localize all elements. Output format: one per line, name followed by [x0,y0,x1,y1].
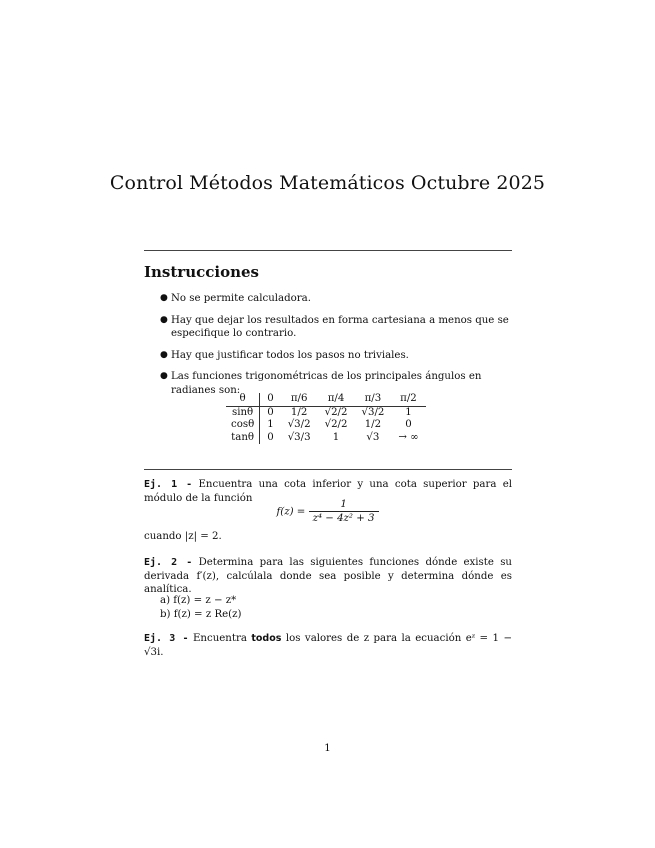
table-cell: 1 [405,406,412,418]
table-cell: cosθ [226,419,260,432]
list-item: b) f(z) = z Re(z) [160,608,242,620]
bullet-icon: ● [160,349,168,360]
bullet-icon: ● [160,371,168,381]
table-header-cell: π/2 [391,393,425,406]
exercise-label: Ej. 2 - [144,557,193,568]
table-cell: 1/2 [290,406,308,418]
instructions-list [144,292,512,405]
table-header-cell: 0 [260,393,281,406]
table-header-cell: θ [226,393,260,406]
bullet-icon: ● [160,314,168,325]
list-item: ● Hay que dejar los resultados en forma cartesiana a menos que se especifique lo contrario. [160,314,509,339]
table-cell: 0 [405,419,412,430]
table-header-cell: π/6 [281,393,318,406]
formula-fraction [309,499,379,524]
exercises-divider [144,469,512,470]
exercise-2 [144,556,512,597]
exercise-label: Ej. 3 - [144,633,189,644]
table-cell: √2/2 [324,406,348,418]
list-item: ● Las funciones trigonométricas de los principales ángulos en radianes son: [160,371,482,396]
table-row [226,406,426,419]
exercise-1-tail: cuando |z| = 2. [144,531,222,542]
table-cell: 0 [267,431,274,443]
exercise-emphasis: todos [251,633,282,644]
exercise-text: Encuentra una cota inferior y una cota superior para el módulo de la función [144,479,512,504]
table-cell: 1 [267,419,274,430]
table-header-cell: π/4 [318,393,355,406]
formula-lhs: f(z) = [276,506,306,518]
page-title: Control Métodos Matemáticos Octubre 2025 [109,172,546,194]
table-cell: tanθ [226,432,260,445]
table-cell: sinθ [226,406,260,419]
table-cell: √3 [366,431,380,443]
exercise-text: Encuentra [193,633,247,644]
page-number: 1 [324,743,331,754]
table-cell: √3/2 [287,419,311,430]
top-divider [144,250,512,251]
table-row [226,432,426,445]
bullet-icon: ● [160,293,168,303]
table-cell: √3/3 [287,431,311,443]
trig-table [226,393,426,444]
list-item: a) f(z) = z − z* [160,595,237,606]
table-cell: → ∞ [398,431,419,443]
table-header-row [226,393,426,406]
exercise-1-formula [0,499,655,524]
table-header-cell: π/3 [354,393,391,406]
table-cell: √2/2 [324,419,348,430]
table-cell: 0 [267,406,274,418]
instructions-heading: Instrucciones [144,263,259,281]
exercise-text: Determina para las siguientes funciones dónde existe su derivada f′(z), calcúlala donde sea posible y determina dónde es analítica. [144,557,512,595]
formula-numerator: 1 [309,499,379,512]
table-row [226,419,426,432]
list-item: ● Hay que justificar todos los pasos no triviales. [160,349,409,361]
exercise-3 [144,632,512,659]
table-cell: 1 [332,431,340,443]
formula-denominator: z⁴ − 4z² + 3 [312,513,375,524]
exercise-label: Ej. 1 - [144,479,193,490]
table-cell: 1/2 [364,419,382,430]
table-cell: √3/2 [361,406,385,418]
exercise-2-items [160,594,241,621]
exercise-text: los valores de z para la ecuación eᶻ = 1 − √3i. [144,633,512,658]
list-item: ● No se permite calculadora. [160,293,311,304]
